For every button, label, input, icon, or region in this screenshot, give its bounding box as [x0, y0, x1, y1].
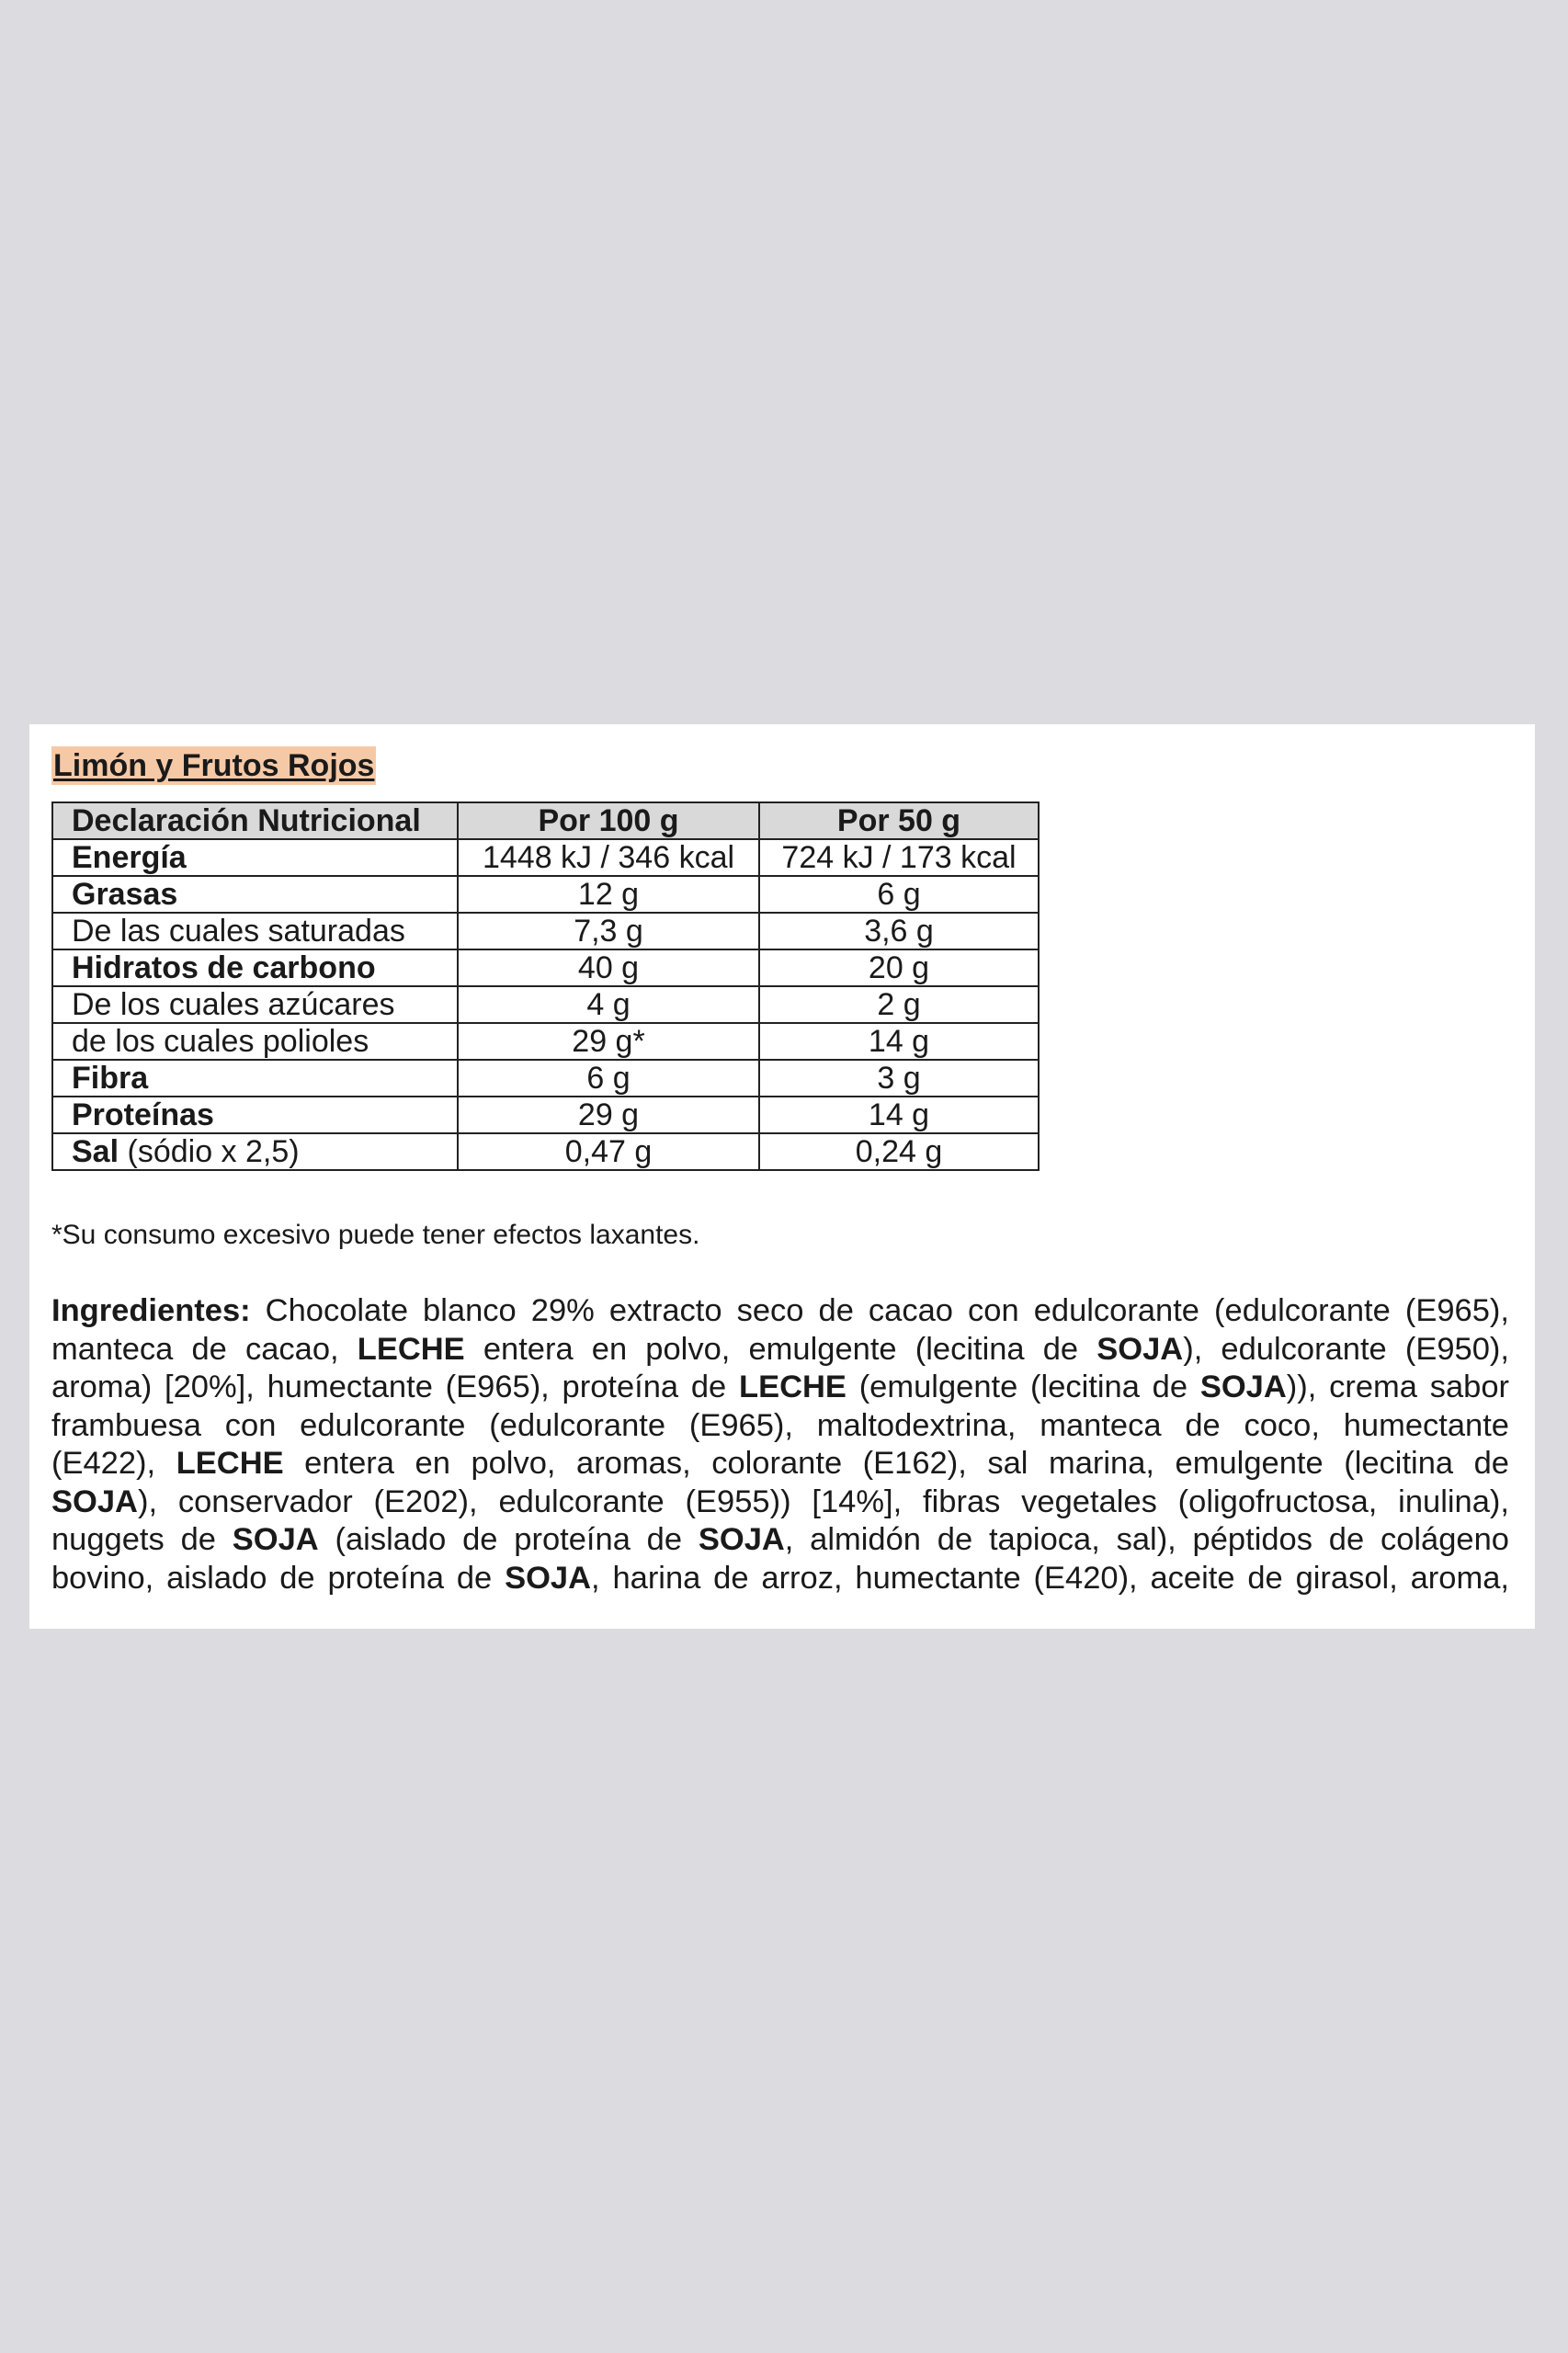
footnote: *Su consumo excesivo puede tener efectos laxantes.: [51, 1220, 700, 1250]
ingredient-text: (aislado de proteína de: [318, 1522, 699, 1557]
allergen-text: SOJA: [1199, 1370, 1287, 1404]
header-per-50g: Por 50 g: [759, 802, 1039, 839]
nutrient-label: [52, 913, 458, 949]
ingredient-text: entera en polvo, emulgente (lecitina de: [464, 1331, 1097, 1367]
nutrient-label: [52, 986, 458, 1023]
value-per-100g: 0,47 g: [458, 1133, 759, 1170]
ingredient-text: Chocolate blanco 29% extracto seco de cacao con edulcorante (edulcorante (E965),: [250, 1293, 1509, 1328]
product-title: Limón y Frutos Rojos: [53, 748, 375, 783]
ingredient-text: nuggets de: [51, 1522, 233, 1557]
nutrient-name: Sal: [72, 1134, 119, 1169]
table-header-row: [52, 802, 1039, 839]
nutrient-label: [52, 1133, 458, 1170]
table-row: [52, 986, 1039, 1023]
allergen-text: SOJA: [698, 1522, 785, 1557]
table-row: [52, 1133, 1039, 1170]
nutrient-name: de los cuales polioles: [72, 1024, 369, 1059]
value-per-50g: 0,24 g: [759, 1133, 1039, 1170]
nutrient-name: Energía: [72, 840, 187, 875]
ingredient-text: frambuesa con edulcorante (edulcorante (E965), maltodextrina, manteca de coco, humectante: [51, 1407, 1509, 1443]
ingredient-text: )), crema sabor: [1286, 1370, 1509, 1404]
ingredient-text: bovino, aislado de proteína de: [51, 1560, 506, 1596]
value-per-100g: 6 g: [458, 1060, 759, 1097]
nutrient-name: De las cuales saturadas: [72, 914, 405, 949]
ingredients-body: [51, 1293, 1509, 1596]
nutrient-label: [52, 839, 458, 876]
value-per-50g: 14 g: [759, 1023, 1039, 1060]
value-per-100g: 29 g: [458, 1097, 759, 1133]
nutrient-note: (sódio x 2,5): [119, 1134, 300, 1169]
nutrient-name: Hidratos de carbono: [72, 950, 376, 985]
table-row: [52, 913, 1039, 949]
ingredients-text: [51, 1292, 1509, 1597]
allergen-text: SOJA: [51, 1483, 138, 1519]
value-per-50g: 3,6 g: [759, 913, 1039, 949]
ingredient-text: manteca de cacao,: [51, 1331, 358, 1367]
table-row: [52, 876, 1039, 913]
value-per-50g: 3 g: [759, 1060, 1039, 1097]
nutrient-name: De los cuales azúcares: [72, 987, 395, 1022]
value-per-100g: 12 g: [458, 876, 759, 913]
table-row: [52, 839, 1039, 876]
nutrition-table: [51, 801, 1040, 1171]
nutrition-panel: [29, 724, 1535, 1629]
value-per-50g: 2 g: [759, 986, 1039, 1023]
value-per-50g: 6 g: [759, 876, 1039, 913]
value-per-50g: 724 kJ / 173 kcal: [759, 839, 1039, 876]
ingredient-text: , almidón de tapioca, sal), péptidos de colágeno: [784, 1522, 1509, 1557]
allergen-text: SOJA: [505, 1560, 592, 1596]
value-per-50g: 20 g: [759, 949, 1039, 986]
nutrient-name: Fibra: [72, 1061, 149, 1096]
value-per-100g: 29 g*: [458, 1023, 759, 1060]
value-per-50g: 14 g: [759, 1097, 1039, 1133]
table-row: [52, 1060, 1039, 1097]
ingredient-text: ), conservador (E202), edulcorante (E955)) [14%], fibras vegetales (oligofructosa, inulina),: [137, 1483, 1509, 1519]
value-per-100g: 40 g: [458, 949, 759, 986]
header-nutrition-declaration: Declaración Nutricional: [52, 802, 458, 839]
value-per-100g: 7,3 g: [458, 913, 759, 949]
nutrient-label: [52, 1097, 458, 1133]
ingredient-text: entera en polvo, aromas, colorante (E162), sal marina, emulgente (lecitina de: [283, 1446, 1509, 1481]
ingredient-text: ), edulcorante (E950),: [1183, 1331, 1509, 1367]
nutrient-label: [52, 1023, 458, 1060]
allergen-text: LECHE: [739, 1370, 846, 1404]
ingredients-label: Ingredientes:: [51, 1293, 251, 1328]
ingredient-text: (E422),: [51, 1446, 176, 1481]
nutrient-label: [52, 1060, 458, 1097]
allergen-text: SOJA: [232, 1522, 319, 1557]
ingredient-text: (emulgente (lecitina de: [846, 1370, 1200, 1404]
nutrient-label: [52, 876, 458, 913]
allergen-text: LECHE: [357, 1331, 465, 1367]
table-row: [52, 1023, 1039, 1060]
value-per-100g: 4 g: [458, 986, 759, 1023]
allergen-text: SOJA: [1096, 1331, 1184, 1367]
ingredient-text: , harina de arroz, humectante (E420), aceite de girasol, aroma,: [591, 1560, 1509, 1596]
table-row: [52, 1097, 1039, 1133]
ingredient-text: aroma) [20%], humectante (E965), proteína de: [51, 1370, 739, 1404]
nutrient-name: Proteínas: [72, 1097, 214, 1132]
table-row: [52, 949, 1039, 986]
value-per-100g: 1448 kJ / 346 kcal: [458, 839, 759, 876]
nutrient-label: [52, 949, 458, 986]
header-per-100g: Por 100 g: [458, 802, 759, 839]
nutrient-name: Grasas: [72, 877, 178, 912]
allergen-text: LECHE: [176, 1446, 284, 1481]
